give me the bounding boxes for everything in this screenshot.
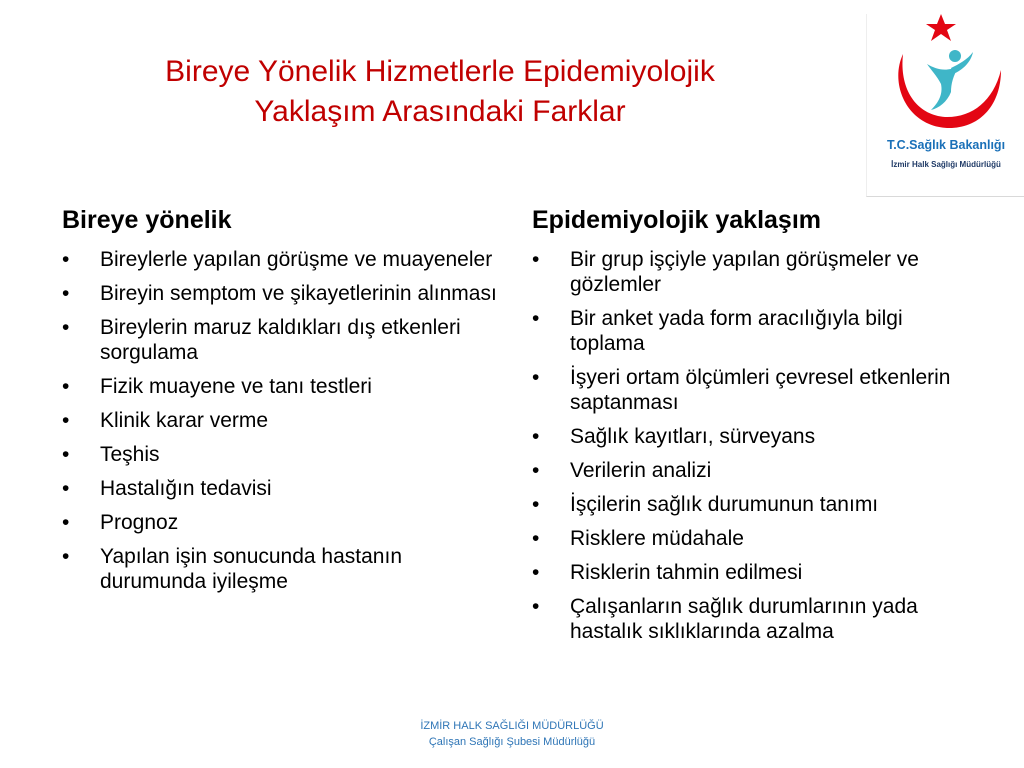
list-item: • İşyeri ortam ölçümleri çevresel etkenlerin saptanması — [532, 365, 972, 415]
list-item: • Bireylerle yapılan görüşme ve muayeneler — [62, 247, 502, 272]
logo-ministry-name: T.C.Sağlık Bakanlığı — [886, 138, 1006, 152]
right-column — [532, 205, 972, 653]
list-item: • İşçilerin sağlık durumunun tanımı — [532, 492, 972, 517]
list-item: • Verilerin analizi — [532, 458, 972, 483]
list-item: • Risklere müdahale — [532, 526, 972, 551]
list-item: • Çalışanların sağlık durumlarının yada hastalık sıklıklarında azalma — [532, 594, 972, 644]
list-item: • Hastalığın tedavisi — [62, 476, 502, 501]
footer-line-1: İZMİR HALK SAĞLIĞI MÜDÜRLÜĞÜ — [420, 720, 604, 732]
list-item: • Prognoz — [62, 510, 502, 535]
star-icon — [926, 14, 956, 41]
list-item: • Yapılan işin sonucunda hastanın durumunda iyileşme — [62, 544, 502, 594]
right-column-heading: Epidemiyolojik yaklaşım — [532, 206, 822, 234]
list-item: • Fizik muayene ve tanı testleri — [62, 374, 502, 399]
list-item: • Bir anket yada form aracılığıyla bilgi toplama — [532, 306, 972, 356]
logo-directorate-name: İzmir Halk Sağlığı Müdürlüğü — [891, 160, 1001, 169]
list-item: • Bireylerin maruz kaldıkları dış etkenleri sorgulama — [62, 315, 502, 365]
crescent-star-figure-icon — [867, 14, 1024, 138]
ministry-logo — [866, 14, 1024, 197]
left-column — [62, 205, 502, 603]
right-bullet-list — [532, 247, 972, 644]
list-item: • Bir grup işçiyle yapılan görüşmeler ve gözlemler — [532, 247, 972, 297]
list-item: • Klinik karar verme — [62, 408, 502, 433]
footer-line-2: Çalışan Sağlığı Şubesi Müdürlüğü — [428, 736, 596, 748]
list-item: • Sağlık kayıtları, sürveyans — [532, 424, 972, 449]
slide-footer — [312, 718, 712, 750]
list-item: • Risklerin tahmin edilmesi — [532, 560, 972, 585]
slide-title-line-1: Bireye Yönelik Hizmetlerle Epidemiyolojik — [165, 55, 715, 88]
left-column-heading: Bireye yönelik — [62, 206, 232, 234]
slide-title — [60, 52, 820, 132]
left-bullet-list — [62, 247, 502, 594]
list-item: • Bireyin semptom ve şikayetlerinin alınması — [62, 281, 502, 306]
list-item: • Teşhis — [62, 442, 502, 467]
slide-title-line-2: Yaklaşım Arasındaki Farklar — [254, 95, 626, 128]
figure-head-icon — [949, 50, 961, 62]
